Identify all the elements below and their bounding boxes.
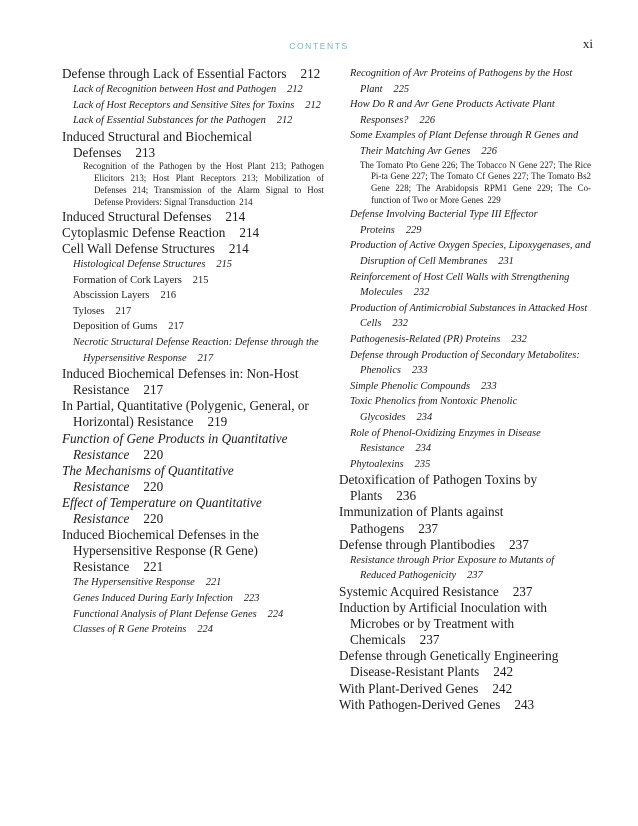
toc-entry-page: 237 (509, 536, 529, 552)
toc-entry-title: Simple Phenolic Compounds (350, 380, 471, 392)
toc-entry-page: 214 (239, 196, 253, 207)
toc-entry (339, 504, 591, 536)
toc-entry-page: 215 (192, 274, 209, 286)
toc-entry-page: 242 (492, 680, 513, 696)
toc-entry (62, 241, 324, 257)
toc-entry-page: 242 (493, 664, 514, 680)
toc-entry-title: Toxic Phenolics from Nontoxic Phenolic Glycosides (350, 396, 518, 423)
toc-entry-title: Immunization of Plants against Pathogens (339, 504, 504, 536)
toc-entry (339, 584, 591, 600)
toc-entry-title: Tyloses (73, 305, 105, 317)
toc-entry (62, 82, 324, 98)
toc-entry-page: 224 (267, 608, 284, 620)
toc-entry-title: How Do R and Avr Gene Products Activate Plant Responses? (350, 99, 555, 126)
toc-entry (62, 98, 324, 114)
toc-entry-page: 231 (498, 255, 514, 267)
toc-entry (62, 161, 324, 209)
toc-entry-page: 220 (143, 478, 164, 494)
toc-entry-title: Pathogenesis-Related (PR) Proteins (350, 333, 501, 345)
toc-entry (339, 553, 591, 584)
toc-entry-title: Lack of Essential Substances for the Pathogen (73, 115, 266, 127)
toc-entry-page: 234 (415, 443, 432, 455)
toc-entry-page: 221 (205, 577, 222, 589)
toc-entry (62, 304, 324, 320)
toc-entry-page: 243 (514, 696, 535, 712)
toc-entry-page: 214 (225, 208, 246, 224)
toc-entry-page: 212 (287, 84, 303, 96)
toc-entry-title: Defense Involving Bacterial Type III Effector Proteins (350, 209, 538, 236)
toc-entry-title: Detoxification of Pathogen Toxins by Plants (339, 472, 538, 504)
toc-entry (339, 160, 591, 208)
toc-entry-page: 232 (413, 287, 430, 299)
toc-entry (62, 495, 324, 527)
toc-entry-title: The Hypersensitive Response (73, 577, 195, 589)
toc-entry-page: 229 (405, 224, 422, 236)
toc-entry-title: With Plant-Derived Genes (339, 680, 479, 696)
toc-entry (339, 238, 591, 269)
toc-entry-page: 225 (393, 83, 410, 95)
toc-entry (62, 257, 324, 273)
toc-entry-title: Deposition of Gums (73, 321, 158, 333)
toc-entry-title: Function of Gene Products in Quantitative Resistance (62, 430, 288, 462)
toc-left-column (62, 66, 324, 638)
toc-entry (62, 463, 324, 495)
toc-entry-page: 233 (481, 380, 497, 392)
toc-entry-title: Genes Induced During Early Infection (73, 592, 233, 604)
toc-entry-title: Some Examples of Plant Defense through R Genes and Their Matching Avr Genes (350, 130, 579, 157)
toc-entry-page: 220 (143, 446, 164, 462)
toc-entry-title: Necrotic Structural Defense Reaction: Defense through the Hypersensitive Response (73, 336, 319, 364)
toc-entry-page: 217 (115, 305, 132, 317)
toc-entry-title: The Mechanisms of Quantitative Resistance (62, 462, 234, 494)
toc-right-column (339, 66, 591, 713)
toc-entry (62, 319, 324, 335)
toc-entry (339, 600, 591, 648)
toc-entry-title: Production of Active Oxygen Species, Lipoxygenases, and Disruption of Cell Membranes (350, 240, 591, 267)
toc-entry (62, 288, 324, 304)
toc-entry-title: Systemic Acquired Resistance (339, 583, 499, 599)
toc-entry (339, 379, 591, 395)
running-header: CONTENTS (289, 41, 349, 51)
toc-entry-page: 213 (135, 144, 156, 160)
toc-entry (62, 335, 324, 366)
toc-entry (339, 66, 591, 97)
toc-entry-page: 217 (143, 382, 164, 398)
toc-entry (339, 394, 591, 425)
toc-entry-page: 233 (411, 365, 428, 377)
toc-entry (339, 426, 591, 457)
toc-entry-title: Resistance through Prior Exposure to Mutants of Reduced Pathogenicity (350, 554, 555, 582)
toc-entry-page: 214 (239, 224, 260, 240)
toc-entry-page: 232 (392, 318, 408, 330)
toc-entry-title: The Tomato Pto Gene 226; The Tobacco N Gene 227; The Rice Pi-ta Gene 227; The Tomato Cf Genes 227; The Tomato Bs2 Gene 228; The Arabidopsis RPM1 Gene 229; The Co-function of Two or More Genes (360, 159, 591, 206)
toc-entry-title: Recognition of Avr Proteins of Pathogens by the Host Plant (350, 68, 573, 95)
toc-entry (62, 366, 324, 398)
toc-entry (339, 681, 591, 697)
toc-entry-page: 234 (416, 411, 433, 423)
toc-entry (339, 207, 591, 238)
toc-entry (62, 129, 324, 161)
toc-entry-page: 236 (396, 488, 417, 504)
toc-entry-page: 215 (216, 258, 232, 270)
toc-entry-title: Abscission Layers (73, 290, 150, 302)
toc-entry-title: Defense through Production of Secondary Metabolites: Phenolics (350, 349, 580, 377)
page-number: xi (582, 36, 593, 51)
toc-entry-title: Lack of Host Receptors and Sensitive Sites for Toxins (73, 99, 295, 111)
toc-entry-title: Recognition of the Pathogen by the Host Plant 213; Pathogen Elicitors 213; Host Plant Receptors 213; Mobilization of Defenses 214; Transmission of the Alarm Signal to Host Defense Providers: Signal Transduction (83, 161, 324, 207)
toc-entry (62, 273, 324, 289)
toc-entry-page: 229 (487, 195, 501, 206)
toc-entry (62, 622, 324, 638)
toc-entry-title: Functional Analysis of Plant Defense Genes (73, 608, 257, 620)
toc-entry-title: Formation of Cork Layers (73, 274, 182, 286)
toc-entry-title: Lack of Recognition between Host and Pathogen (73, 84, 277, 96)
toc-entry-page: 221 (143, 559, 164, 575)
toc-entry (62, 225, 324, 241)
toc-entry-page: 237 (512, 583, 533, 599)
toc-entry-page: 216 (160, 290, 177, 302)
toc-entry-page: 237 (419, 632, 440, 648)
toc-entry-title: Phytoalexins (350, 458, 404, 470)
toc-entry-title: Induction by Artificial Inoculation with Microbes or by Treatment with Chemicals (339, 600, 548, 648)
toc-entry-title: Defense through Lack of Essential Factors (62, 66, 287, 81)
toc-entry-page: 235 (414, 458, 431, 470)
toc-entry (62, 607, 324, 623)
toc-entry-page: 232 (511, 333, 527, 345)
toc-entry-page: 212 (305, 99, 321, 111)
toc-entry (339, 457, 591, 473)
toc-entry-title: Production of Antimicrobial Substances in Attacked Host Cells (350, 302, 588, 330)
toc-entry-title: Induced Biochemical Defenses in: Non-Host Resistance (62, 366, 299, 398)
toc-entry (62, 66, 324, 82)
toc-entry-page: 237 (467, 570, 483, 582)
toc-entry-page: 219 (207, 414, 228, 430)
toc-entry-title: Defense through Genetically Engineering Disease-Resistant Plants (339, 648, 559, 680)
toc-entry-page: 217 (197, 352, 214, 364)
toc-entry (339, 348, 591, 379)
toc-entry-title: Classes of R Gene Proteins (73, 624, 187, 636)
toc-entry-title: Cell Wall Defense Structures (62, 240, 215, 256)
toc-entry (62, 431, 324, 463)
toc-entry (62, 398, 324, 430)
toc-entry-page: 226 (419, 114, 436, 126)
toc-entry-page: 212 (276, 115, 293, 127)
toc-entry (339, 301, 591, 332)
toc-entry (339, 128, 591, 159)
toc-entry-title: With Pathogen-Derived Genes (339, 696, 501, 712)
toc-entry-page: 217 (168, 321, 184, 333)
toc-entry-page: 223 (243, 592, 260, 604)
toc-entry-title: Histological Defense Structures (73, 258, 206, 270)
toc-entry-title: Reinforcement of Host Cell Walls with Strengthening Molecules (350, 271, 570, 299)
toc-entry (339, 270, 591, 301)
toc-entry (62, 527, 324, 575)
toc-entry-page: 212 (300, 66, 321, 81)
toc-entry-title: Induced Structural Defenses (62, 208, 212, 224)
toc-entry-title: Defense through Plantibodies (339, 536, 496, 552)
toc-entry (339, 97, 591, 128)
toc-entry (339, 648, 591, 680)
toc-entry-page: 224 (197, 624, 213, 636)
toc-entry (339, 332, 591, 348)
toc-entry-title: Induced Biochemical Defenses in the Hypersensitive Response (R Gene) Resistance (62, 527, 260, 575)
toc-entry (62, 591, 324, 607)
toc-entry-page: 214 (228, 240, 249, 256)
toc-entry-page: 220 (143, 510, 164, 526)
toc-entry (62, 209, 324, 225)
toc-entry-title: Effect of Temperature on Quantitative Resistance (62, 494, 262, 526)
toc-entry-title: Role of Phenol-Oxidizing Enzymes in Disease Resistance (350, 427, 541, 455)
toc-entry (62, 575, 324, 591)
toc-entry (62, 113, 324, 129)
toc-entry-title: Induced Structural and Biochemical Defenses (62, 128, 253, 160)
toc-entry (339, 537, 591, 553)
toc-entry (339, 697, 591, 713)
toc-entry-page: 226 (481, 145, 497, 157)
toc-entry (339, 472, 591, 504)
toc-entry-title: Cytoplasmic Defense Reaction (62, 224, 226, 240)
toc-entry-title: In Partial, Quantitative (Polygenic, General, or Horizontal) Resistance (62, 398, 309, 430)
toc-entry-page: 237 (418, 520, 438, 536)
